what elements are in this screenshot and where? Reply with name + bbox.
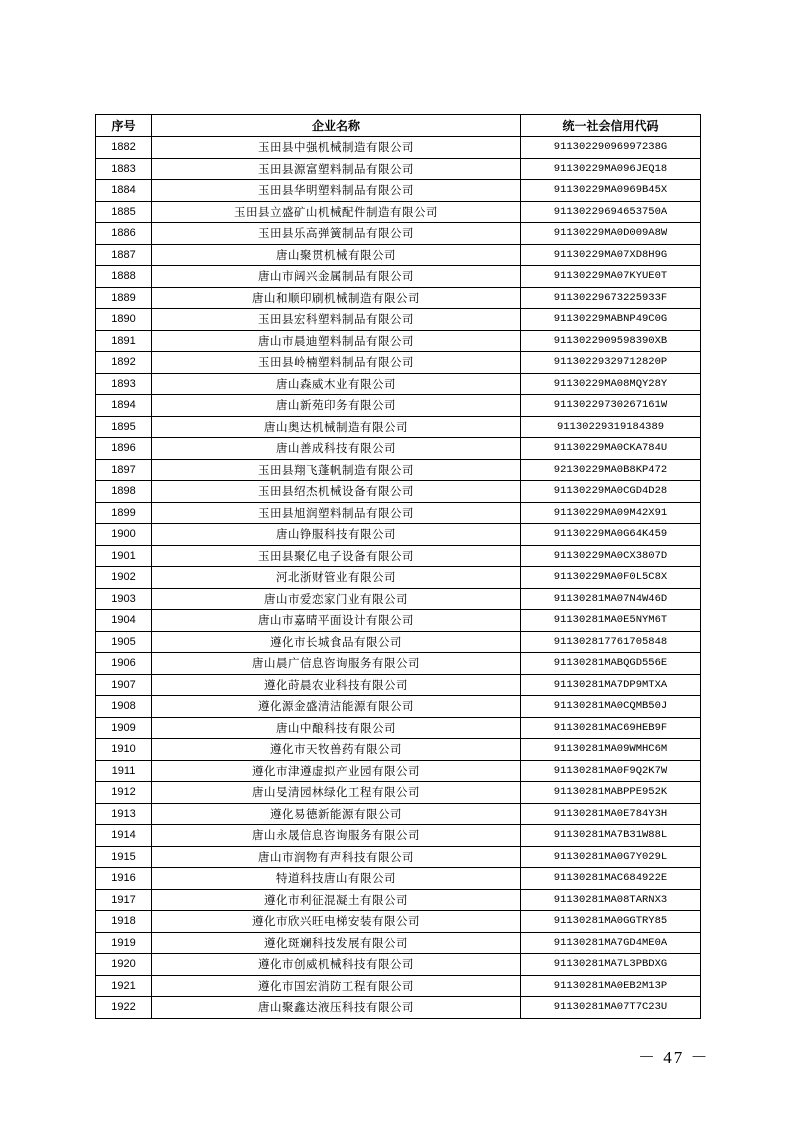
enterprise-name-cell: 唐山市爱恋家门业有限公司 (152, 588, 521, 610)
table-row (96, 309, 701, 331)
credit-code-cell: 91130229MA0CKA784U (521, 438, 701, 460)
credit-code-cell: 91130281MAC684922E (521, 868, 701, 890)
table-row (96, 373, 701, 395)
credit-code-cell: 91130281MA07N4W46D (521, 588, 701, 610)
credit-code-cell: 91130281MA0CQMB50J (521, 696, 701, 718)
credit-code-cell: 91130281MA0EB2M13P (521, 975, 701, 997)
enterprise-name-cell: 玉田县立盛矿山机械配件制造有限公司 (152, 201, 521, 223)
serial-number-cell: 1911 (96, 760, 152, 782)
table-row (96, 911, 701, 933)
credit-code-cell: 91130281MA09WMHC6M (521, 739, 701, 761)
table-row (96, 567, 701, 589)
credit-code-cell: 91130281MA07T7C23U (521, 997, 701, 1019)
enterprise-name-cell: 特道科技唐山有限公司 (152, 868, 521, 890)
table-row (96, 352, 701, 374)
credit-code-cell: 91130229MA08MQY28Y (521, 373, 701, 395)
enterprise-name-cell: 遵化市国宏消防工程有限公司 (152, 975, 521, 997)
enterprise-name-cell: 唐山市阔兴金属制品有限公司 (152, 266, 521, 288)
table-row (96, 416, 701, 438)
serial-number-cell: 1920 (96, 954, 152, 976)
enterprise-name-cell: 遵化市天牧兽药有限公司 (152, 739, 521, 761)
header-credit-code: 统一社会信用代码 (521, 115, 701, 137)
enterprise-name-cell: 玉田县源富塑料制品有限公司 (152, 158, 521, 180)
serial-number-cell: 1919 (96, 932, 152, 954)
enterprise-name-cell: 唐山市润物有声科技有限公司 (152, 846, 521, 868)
credit-code-cell: 91130281MAC69HEB9F (521, 717, 701, 739)
serial-number-cell: 1894 (96, 395, 152, 417)
serial-number-cell: 1902 (96, 567, 152, 589)
table-row (96, 739, 701, 761)
credit-code-cell: 91130281MABPPE952K (521, 782, 701, 804)
serial-number-cell: 1901 (96, 545, 152, 567)
table-row (96, 846, 701, 868)
enterprise-name-cell: 唐山和顺印刷机械制造有限公司 (152, 287, 521, 309)
credit-code-cell: 91130229730267161W (521, 395, 701, 417)
credit-code-cell: 92130229MA0B8KP472 (521, 459, 701, 481)
table-row (96, 481, 701, 503)
enterprise-name-cell: 遵化市津遵虚拟产业园有限公司 (152, 760, 521, 782)
table-row (96, 244, 701, 266)
table-row (96, 545, 701, 567)
enterprise-name-cell: 玉田县岭楠塑料制品有限公司 (152, 352, 521, 374)
serial-number-cell: 1898 (96, 481, 152, 503)
enterprise-name-cell: 玉田县翔飞蓬帆制造有限公司 (152, 459, 521, 481)
enterprise-name-cell: 唐山奥达机械制造有限公司 (152, 416, 521, 438)
table-row (96, 395, 701, 417)
table-row (96, 631, 701, 653)
table-row (96, 889, 701, 911)
serial-number-cell: 1907 (96, 674, 152, 696)
credit-code-cell: 91130281MA0E5NYM6T (521, 610, 701, 632)
serial-number-cell: 1908 (96, 696, 152, 718)
enterprise-name-cell: 玉田县绍杰机械设备有限公司 (152, 481, 521, 503)
table-row (96, 223, 701, 245)
enterprise-name-cell: 遵化市欣兴旺电梯安装有限公司 (152, 911, 521, 933)
page-number: － 47 － (638, 1048, 710, 1067)
serial-number-cell: 1915 (96, 846, 152, 868)
enterprise-name-cell: 玉田县乐高弹簧制品有限公司 (152, 223, 521, 245)
enterprise-name-cell: 唐山新苑印务有限公司 (152, 395, 521, 417)
serial-number-cell: 1889 (96, 287, 152, 309)
credit-code-cell: 91130229MA07XD8H9G (521, 244, 701, 266)
serial-number-cell: 1888 (96, 266, 152, 288)
enterprise-name-cell: 遵化市长城食品有限公司 (152, 631, 521, 653)
serial-number-cell: 1914 (96, 825, 152, 847)
credit-code-cell: 91130229095983​90XB (521, 330, 701, 352)
credit-code-cell: 91130281MA08TARNX3 (521, 889, 701, 911)
serial-number-cell: 1899 (96, 502, 152, 524)
credit-code-cell: 91130229319184389 (521, 416, 701, 438)
enterprise-name-cell: 唐山聚贯机械有限公司 (152, 244, 521, 266)
table-row (96, 287, 701, 309)
credit-code-cell: 91130229MA0969B45X (521, 180, 701, 202)
credit-code-cell: 91130229329712820P (521, 352, 701, 374)
serial-number-cell: 1906 (96, 653, 152, 675)
serial-number-cell: 1895 (96, 416, 152, 438)
enterprise-name-cell: 唐山森威木业有限公司 (152, 373, 521, 395)
table-header-row (96, 115, 701, 137)
serial-number-cell: 1917 (96, 889, 152, 911)
serial-number-cell: 1885 (96, 201, 152, 223)
credit-code-cell: 91130229MA0F0L5C8X (521, 567, 701, 589)
enterprise-name-cell: 遵化源金盛清洁能源有限公司 (152, 696, 521, 718)
serial-number-cell: 1905 (96, 631, 152, 653)
credit-code-cell: 91130229MA0D009A8W (521, 223, 701, 245)
serial-number-cell: 1891 (96, 330, 152, 352)
serial-number-cell: 1890 (96, 309, 152, 331)
credit-code-cell: 91130229694653750A (521, 201, 701, 223)
enterprise-name-cell: 遵化斑斓科技发展有限公司 (152, 932, 521, 954)
credit-code-cell: 91130229096997238G (521, 137, 701, 159)
table-row (96, 696, 701, 718)
credit-code-cell: 91130281776170584​8 (521, 631, 701, 653)
enterprise-name-cell: 玉田县旭润塑料制品有限公司 (152, 502, 521, 524)
credit-code-cell: 91130229MA07KYUE0T (521, 266, 701, 288)
table-body (96, 137, 701, 1019)
serial-number-cell: 1909 (96, 717, 152, 739)
table-row (96, 524, 701, 546)
serial-number-cell: 1910 (96, 739, 152, 761)
table-row (96, 782, 701, 804)
enterprise-name-cell: 唐山晨广信息咨询服务有限公司 (152, 653, 521, 675)
table-row (96, 954, 701, 976)
table-row (96, 137, 701, 159)
serial-number-cell: 1882 (96, 137, 152, 159)
credit-code-cell: 91130281MA7DP9MTXA (521, 674, 701, 696)
credit-code-cell: 91130229MA09M42X91 (521, 502, 701, 524)
credit-code-cell: 91130281MA0G7Y029L (521, 846, 701, 868)
table-row (96, 610, 701, 632)
enterprise-name-cell: 唐山善成科技有限公司 (152, 438, 521, 460)
credit-code-cell: 91130229MA0G64K459 (521, 524, 701, 546)
credit-code-cell: 91130281MA0E784Y3H (521, 803, 701, 825)
table-row (96, 932, 701, 954)
serial-number-cell: 1896 (96, 438, 152, 460)
serial-number-cell: 1900 (96, 524, 152, 546)
table-row (96, 803, 701, 825)
table-row (96, 330, 701, 352)
serial-number-cell: 1886 (96, 223, 152, 245)
credit-code-cell: 91130281MA7L3PBDXG (521, 954, 701, 976)
enterprise-name-cell: 唐山旻清园林绿化工程有限公司 (152, 782, 521, 804)
serial-number-cell: 1887 (96, 244, 152, 266)
table-row (96, 717, 701, 739)
table-row (96, 588, 701, 610)
enterprise-name-cell: 唐山中酿科技有限公司 (152, 717, 521, 739)
serial-number-cell: 1912 (96, 782, 152, 804)
serial-number-cell: 1884 (96, 180, 152, 202)
enterprise-name-cell: 玉田县中强机械制造有限公司 (152, 137, 521, 159)
table-row (96, 158, 701, 180)
enterprise-name-cell: 河北浙财管业有限公司 (152, 567, 521, 589)
table-row (96, 760, 701, 782)
enterprise-name-cell: 唐山永晟信息咨询服务有限公司 (152, 825, 521, 847)
serial-number-cell: 1883 (96, 158, 152, 180)
table-row (96, 459, 701, 481)
enterprise-name-cell: 遵化市创威机械科技有限公司 (152, 954, 521, 976)
serial-number-cell: 1892 (96, 352, 152, 374)
table-row (96, 997, 701, 1019)
table-row (96, 825, 701, 847)
serial-number-cell: 1893 (96, 373, 152, 395)
table-row (96, 674, 701, 696)
serial-number-cell: 1921 (96, 975, 152, 997)
credit-code-cell: 91130281MA0GGTRY85 (521, 911, 701, 933)
table-row (96, 653, 701, 675)
table-row (96, 502, 701, 524)
table-row (96, 438, 701, 460)
table-row (96, 975, 701, 997)
enterprise-name-cell: 玉田县宏科塑料制品有限公司 (152, 309, 521, 331)
serial-number-cell: 1903 (96, 588, 152, 610)
enterprise-name-cell: 唐山市嘉晴平面设计有限公司 (152, 610, 521, 632)
credit-code-cell: 91130281MA7B31W88L (521, 825, 701, 847)
enterprise-name-cell: 唐山铮服科技有限公司 (152, 524, 521, 546)
serial-number-cell: 1916 (96, 868, 152, 890)
credit-code-cell: 91130229673225933F (521, 287, 701, 309)
serial-number-cell: 1918 (96, 911, 152, 933)
enterprise-table (95, 114, 701, 1019)
enterprise-name-cell: 遵化易德新能源有限公司 (152, 803, 521, 825)
credit-code-cell: 91130281MA0F9Q2K7W (521, 760, 701, 782)
serial-number-cell: 1913 (96, 803, 152, 825)
serial-number-cell: 1904 (96, 610, 152, 632)
enterprise-name-cell: 玉田县华明塑料制品有限公司 (152, 180, 521, 202)
serial-number-cell: 1897 (96, 459, 152, 481)
credit-code-cell: 91130229MA0CGD4D28 (521, 481, 701, 503)
table-row (96, 180, 701, 202)
credit-code-cell: 91130281MABQGD556E (521, 653, 701, 675)
enterprise-name-cell: 遵化市利征混凝土有限公司 (152, 889, 521, 911)
header-serial-number: 序号 (96, 115, 152, 137)
credit-code-cell: 91130281MA7GD4ME0A (521, 932, 701, 954)
table-row (96, 201, 701, 223)
enterprise-name-cell: 玉田县聚亿电子设备有限公司 (152, 545, 521, 567)
header-enterprise-name: 企业名称 (152, 115, 521, 137)
serial-number-cell: 1922 (96, 997, 152, 1019)
credit-code-cell: 91130229MA0CX3807D (521, 545, 701, 567)
table-row (96, 868, 701, 890)
credit-code-cell: 91130229MABNP49C0G (521, 309, 701, 331)
enterprise-name-cell: 遵化莳晨农业科技有限公司 (152, 674, 521, 696)
enterprise-name-cell: 唐山市晨迪塑料制品有限公司 (152, 330, 521, 352)
table-row (96, 266, 701, 288)
enterprise-name-cell: 唐山聚鑫达液压科技有限公司 (152, 997, 521, 1019)
credit-code-cell: 91130229MA096JEQ18 (521, 158, 701, 180)
